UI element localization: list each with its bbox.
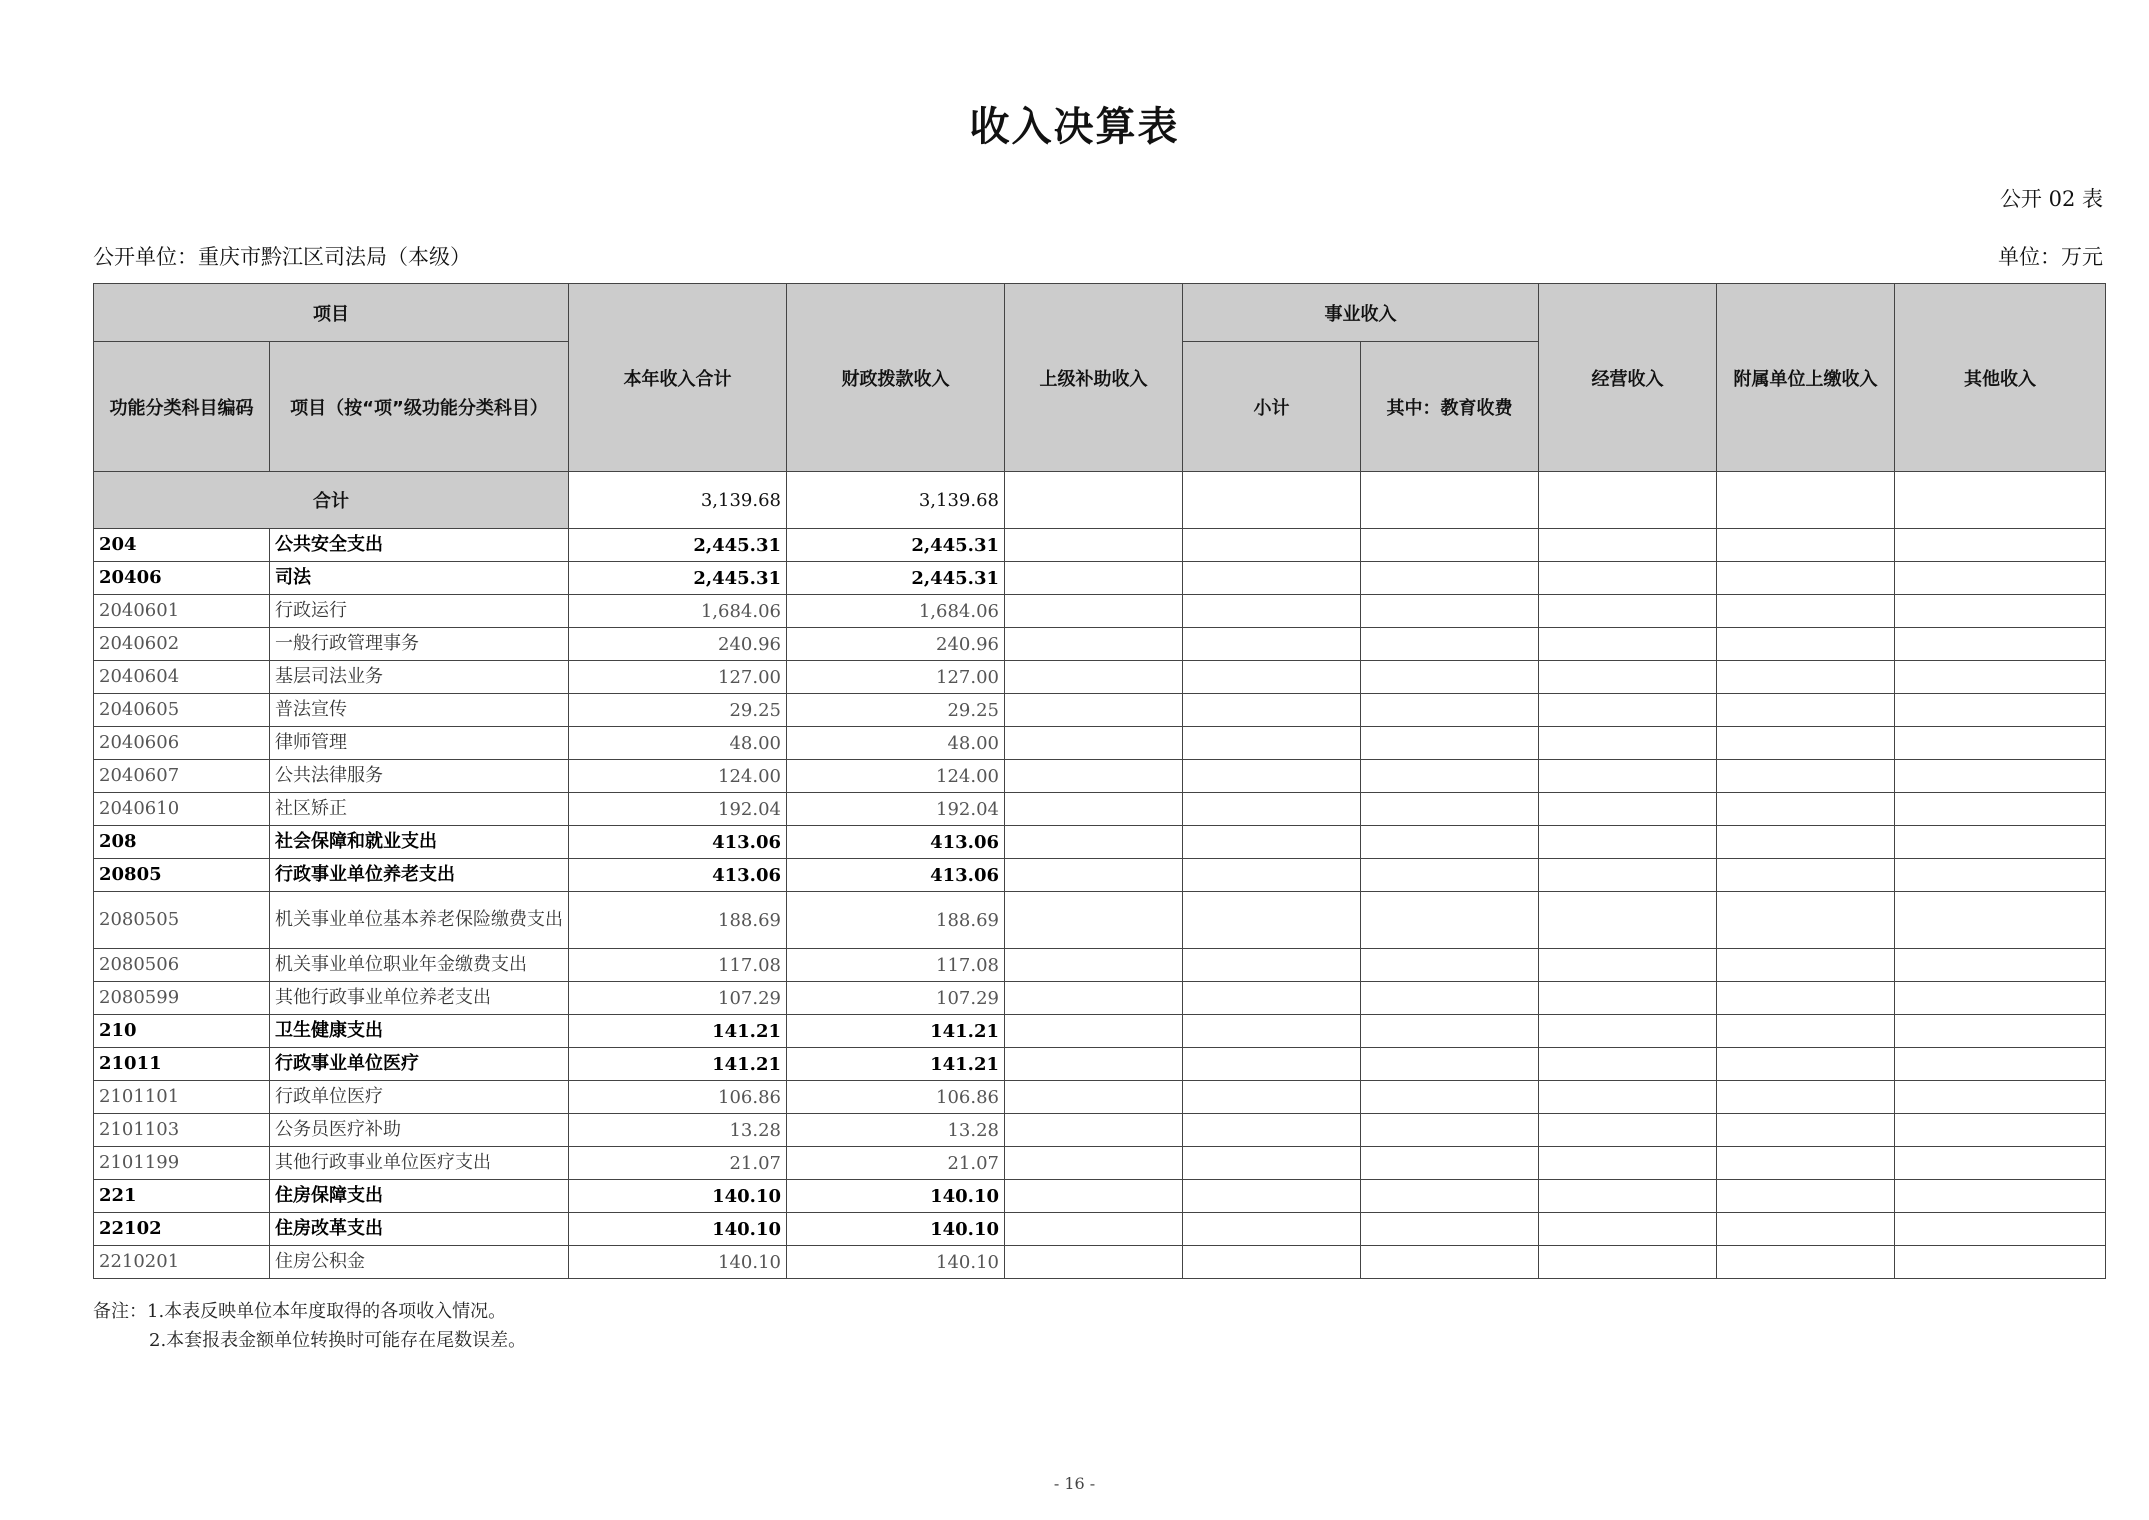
table-row <box>94 529 2106 562</box>
reporting-unit: 公开单位：重庆市黔江区司法局（本级） <box>93 245 471 269</box>
cell-empty <box>1717 760 1895 793</box>
header-operating: 经营收入 <box>1539 284 1717 472</box>
total-row <box>94 472 2106 529</box>
cell-empty <box>1895 694 2106 727</box>
cell-empty <box>1539 859 1717 892</box>
cell-name: 基层司法业务 <box>270 661 569 694</box>
cell-empty <box>1717 949 1895 982</box>
cell-empty <box>1539 529 1717 562</box>
cell-code: 221 <box>94 1180 270 1213</box>
income-table <box>93 283 2106 1279</box>
cell-empty <box>1539 1246 1717 1279</box>
cell-name: 普法宣传 <box>270 694 569 727</box>
cell-empty <box>1005 826 1183 859</box>
cell-total: 107.29 <box>569 982 787 1015</box>
cell-empty <box>1539 628 1717 661</box>
table-row <box>94 826 2106 859</box>
cell-code: 2080505 <box>94 892 270 949</box>
total-label: 合计 <box>94 472 569 529</box>
cell-empty <box>1717 826 1895 859</box>
cell-name: 公共法律服务 <box>270 760 569 793</box>
cell-empty <box>1895 949 2106 982</box>
cell-empty <box>1895 628 2106 661</box>
cell-total: 13.28 <box>569 1114 787 1147</box>
cell-name: 其他行政事业单位医疗支出 <box>270 1147 569 1180</box>
cell-empty <box>1361 595 1539 628</box>
cell-code: 20406 <box>94 562 270 595</box>
cell-code: 21011 <box>94 1048 270 1081</box>
cell-empty <box>1717 982 1895 1015</box>
cell-name: 行政事业单位养老支出 <box>270 859 569 892</box>
header-code: 功能分类科目编码 <box>94 342 270 472</box>
header-other: 其他收入 <box>1895 284 2106 472</box>
cell-total: 2,445.31 <box>569 562 787 595</box>
cell-empty <box>1361 859 1539 892</box>
cell-code: 2040604 <box>94 661 270 694</box>
table-row <box>94 628 2106 661</box>
cell-name: 司法 <box>270 562 569 595</box>
cell-empty <box>1539 661 1717 694</box>
table-row <box>94 859 2106 892</box>
cell-total: 413.06 <box>569 859 787 892</box>
cell-empty <box>1895 1246 2106 1279</box>
cell-empty <box>1005 1015 1183 1048</box>
header-education: 其中：教育收费 <box>1361 342 1539 472</box>
cell-empty <box>1005 727 1183 760</box>
cell-empty <box>1183 760 1361 793</box>
header-superior: 上级补助收入 <box>1005 284 1183 472</box>
cell-name: 行政运行 <box>270 595 569 628</box>
cell-empty <box>1005 1246 1183 1279</box>
cell-empty <box>1183 949 1361 982</box>
cell-empty <box>1539 694 1717 727</box>
cell-empty <box>1717 628 1895 661</box>
cell-code: 2040605 <box>94 694 270 727</box>
cell-empty <box>1005 1081 1183 1114</box>
cell-name: 卫生健康支出 <box>270 1015 569 1048</box>
cell-empty <box>1183 1081 1361 1114</box>
cell-fiscal: 117.08 <box>787 949 1005 982</box>
cell-empty <box>1183 982 1361 1015</box>
cell-empty <box>1183 826 1361 859</box>
cell-code: 2040607 <box>94 760 270 793</box>
cell-name: 公共安全支出 <box>270 529 569 562</box>
cell-empty <box>1895 1180 2106 1213</box>
cell-empty <box>1717 1147 1895 1180</box>
cell-total: 106.86 <box>569 1081 787 1114</box>
cell-empty <box>1717 1048 1895 1081</box>
cell-fiscal: 188.69 <box>787 892 1005 949</box>
cell-fiscal: 29.25 <box>787 694 1005 727</box>
table-row <box>94 1246 2106 1279</box>
cell-empty <box>1183 727 1361 760</box>
cell-empty <box>1717 1180 1895 1213</box>
cell-empty <box>1005 982 1183 1015</box>
total-amount: 3,139.68 <box>569 472 787 529</box>
cell-empty <box>1717 859 1895 892</box>
cell-empty <box>1539 595 1717 628</box>
header-fiscal: 财政拨款收入 <box>787 284 1005 472</box>
cell-code: 2040610 <box>94 793 270 826</box>
cell-empty <box>1895 727 2106 760</box>
cell-empty <box>1717 892 1895 949</box>
cell-empty <box>1539 1180 1717 1213</box>
cell-total: 117.08 <box>569 949 787 982</box>
header-item-group: 项目 <box>94 284 569 342</box>
cell-fiscal: 13.28 <box>787 1114 1005 1147</box>
cell-empty <box>1717 1015 1895 1048</box>
cell-empty <box>1539 760 1717 793</box>
table-row <box>94 661 2106 694</box>
cell-empty <box>1005 628 1183 661</box>
cell-empty <box>1005 949 1183 982</box>
cell-name: 律师管理 <box>270 727 569 760</box>
header-total: 本年收入合计 <box>569 284 787 472</box>
total-fiscal: 3,139.68 <box>787 472 1005 529</box>
cell-total: 413.06 <box>569 826 787 859</box>
cell-code: 2101199 <box>94 1147 270 1180</box>
table-row <box>94 1114 2106 1147</box>
cell-fiscal: 127.00 <box>787 661 1005 694</box>
cell-empty <box>1361 1246 1539 1279</box>
cell-empty <box>1539 1147 1717 1180</box>
cell-code: 2101101 <box>94 1081 270 1114</box>
table-row <box>94 595 2106 628</box>
cell-name: 一般行政管理事务 <box>270 628 569 661</box>
cell-name: 机关事业单位职业年金缴费支出 <box>270 949 569 982</box>
cell-name: 住房改革支出 <box>270 1213 569 1246</box>
cell-fiscal: 192.04 <box>787 793 1005 826</box>
cell-total: 29.25 <box>569 694 787 727</box>
cell-empty <box>1183 529 1361 562</box>
cell-empty <box>1717 529 1895 562</box>
cell-fiscal: 107.29 <box>787 982 1005 1015</box>
page-number: - 16 - <box>1053 1474 1096 1493</box>
currency-unit: 单位：万元 <box>1998 245 2103 269</box>
cell-total: 240.96 <box>569 628 787 661</box>
cell-empty <box>1895 595 2106 628</box>
cell-name: 机关事业单位基本养老保险缴费支出 <box>270 892 569 949</box>
cell-empty <box>1183 595 1361 628</box>
table-row <box>94 949 2106 982</box>
table-row <box>94 1081 2106 1114</box>
cell-empty <box>1895 1147 2106 1180</box>
cell-name: 公务员医疗补助 <box>270 1114 569 1147</box>
form-number: 公开 02 表 <box>1999 187 2103 211</box>
cell-name: 其他行政事业单位养老支出 <box>270 982 569 1015</box>
cell-fiscal: 21.07 <box>787 1147 1005 1180</box>
cell-empty <box>1361 1048 1539 1081</box>
cell-empty <box>1539 793 1717 826</box>
cell-total: 140.10 <box>569 1180 787 1213</box>
cell-fiscal: 1,684.06 <box>787 595 1005 628</box>
cell-total: 188.69 <box>569 892 787 949</box>
table-row <box>94 694 2106 727</box>
cell-empty <box>1361 1213 1539 1246</box>
cell-empty <box>1005 595 1183 628</box>
cell-empty <box>1183 1147 1361 1180</box>
cell-total: 48.00 <box>569 727 787 760</box>
cell-empty <box>1183 1180 1361 1213</box>
cell-empty <box>1361 1081 1539 1114</box>
cell-empty <box>1717 1213 1895 1246</box>
cell-empty <box>1005 1213 1183 1246</box>
note-2: 2.本套报表金额单位转换时可能存在尾数误差。 <box>149 1329 527 1351</box>
cell-empty <box>1183 1015 1361 1048</box>
cell-empty <box>1361 661 1539 694</box>
table-row <box>94 1048 2106 1081</box>
cell-empty <box>1539 1048 1717 1081</box>
cell-code: 210 <box>94 1015 270 1048</box>
cell-empty <box>1717 661 1895 694</box>
cell-code: 2040606 <box>94 727 270 760</box>
cell-empty <box>1717 1246 1895 1279</box>
cell-code: 2101103 <box>94 1114 270 1147</box>
header-name: 项目（按“项”级功能分类科目） <box>270 342 569 472</box>
cell-empty <box>1717 562 1895 595</box>
cell-empty <box>1717 694 1895 727</box>
cell-total: 140.10 <box>569 1246 787 1279</box>
cell-total: 1,684.06 <box>569 595 787 628</box>
cell-empty <box>1895 793 2106 826</box>
cell-fiscal: 140.10 <box>787 1213 1005 1246</box>
cell-empty <box>1539 982 1717 1015</box>
cell-empty <box>1361 982 1539 1015</box>
cell-empty <box>1895 661 2106 694</box>
cell-fiscal: 140.10 <box>787 1246 1005 1279</box>
cell-empty <box>1183 1114 1361 1147</box>
table-row <box>94 793 2106 826</box>
cell-total: 124.00 <box>569 760 787 793</box>
cell-empty <box>1361 892 1539 949</box>
table-row <box>94 1180 2106 1213</box>
cell-empty <box>1361 760 1539 793</box>
cell-code: 20805 <box>94 859 270 892</box>
cell-empty <box>1183 661 1361 694</box>
cell-empty <box>1895 562 2106 595</box>
cell-total: 21.07 <box>569 1147 787 1180</box>
cell-fiscal: 2,445.31 <box>787 529 1005 562</box>
cell-name: 住房保障支出 <box>270 1180 569 1213</box>
cell-empty <box>1895 1015 2106 1048</box>
cell-empty <box>1005 1147 1183 1180</box>
cell-empty <box>1183 793 1361 826</box>
cell-empty <box>1361 1180 1539 1213</box>
table-row <box>94 1015 2106 1048</box>
cell-empty <box>1539 1213 1717 1246</box>
cell-empty <box>1539 826 1717 859</box>
cell-name: 行政单位医疗 <box>270 1081 569 1114</box>
cell-empty <box>1717 793 1895 826</box>
cell-empty <box>1717 595 1895 628</box>
cell-empty <box>1361 793 1539 826</box>
cell-empty <box>1183 1048 1361 1081</box>
cell-fiscal: 2,445.31 <box>787 562 1005 595</box>
cell-empty <box>1539 727 1717 760</box>
table-row <box>94 1147 2106 1180</box>
cell-empty <box>1361 949 1539 982</box>
cell-total: 2,445.31 <box>569 529 787 562</box>
cell-empty <box>1005 1180 1183 1213</box>
cell-total: 141.21 <box>569 1048 787 1081</box>
cell-code: 2080599 <box>94 982 270 1015</box>
cell-name: 社区矫正 <box>270 793 569 826</box>
note-1: 备注：1.本表反映单位本年度取得的各项收入情况。 <box>93 1301 507 1322</box>
page-title: 收入决算表 <box>969 104 1180 150</box>
header-business-group: 事业收入 <box>1183 284 1539 342</box>
cell-empty <box>1717 1114 1895 1147</box>
table-row <box>94 982 2106 1015</box>
cell-code: 208 <box>94 826 270 859</box>
cell-empty <box>1539 892 1717 949</box>
cell-fiscal: 413.06 <box>787 826 1005 859</box>
table-row <box>94 1213 2106 1246</box>
cell-empty <box>1183 628 1361 661</box>
header-affiliated: 附属单位上缴收入 <box>1717 284 1895 472</box>
cell-empty <box>1361 529 1539 562</box>
cell-code: 2210201 <box>94 1246 270 1279</box>
cell-fiscal: 240.96 <box>787 628 1005 661</box>
cell-name: 社会保障和就业支出 <box>270 826 569 859</box>
cell-empty <box>1895 982 2106 1015</box>
cell-total: 141.21 <box>569 1015 787 1048</box>
cell-fiscal: 48.00 <box>787 727 1005 760</box>
cell-name: 行政事业单位医疗 <box>270 1048 569 1081</box>
cell-empty <box>1361 1015 1539 1048</box>
cell-fiscal: 141.21 <box>787 1048 1005 1081</box>
table-row <box>94 892 2106 949</box>
cell-empty <box>1005 793 1183 826</box>
cell-empty <box>1005 760 1183 793</box>
cell-empty <box>1895 529 2106 562</box>
table-row <box>94 727 2106 760</box>
cell-empty <box>1361 562 1539 595</box>
cell-code: 204 <box>94 529 270 562</box>
cell-empty <box>1895 826 2106 859</box>
cell-fiscal: 140.10 <box>787 1180 1005 1213</box>
cell-empty <box>1895 760 2106 793</box>
cell-empty <box>1183 1246 1361 1279</box>
table-row <box>94 760 2106 793</box>
cell-empty <box>1361 826 1539 859</box>
cell-fiscal: 124.00 <box>787 760 1005 793</box>
cell-empty <box>1539 1081 1717 1114</box>
cell-empty <box>1895 1081 2106 1114</box>
cell-empty <box>1717 1081 1895 1114</box>
cell-empty <box>1361 727 1539 760</box>
notes <box>93 1298 526 1356</box>
cell-empty <box>1361 1114 1539 1147</box>
cell-empty <box>1539 562 1717 595</box>
cell-empty <box>1005 859 1183 892</box>
cell-code: 2040602 <box>94 628 270 661</box>
table-row <box>94 562 2106 595</box>
cell-empty <box>1361 694 1539 727</box>
cell-empty <box>1895 1048 2106 1081</box>
cell-empty <box>1183 892 1361 949</box>
cell-empty <box>1005 562 1183 595</box>
cell-empty <box>1539 1114 1717 1147</box>
cell-name: 住房公积金 <box>270 1246 569 1279</box>
cell-empty <box>1005 661 1183 694</box>
header-subtotal: 小计 <box>1183 342 1361 472</box>
cell-empty <box>1895 859 2106 892</box>
cell-empty <box>1005 1114 1183 1147</box>
cell-empty <box>1539 1015 1717 1048</box>
cell-fiscal: 413.06 <box>787 859 1005 892</box>
cell-fiscal: 106.86 <box>787 1081 1005 1114</box>
cell-empty <box>1183 1213 1361 1246</box>
cell-code: 22102 <box>94 1213 270 1246</box>
cell-empty <box>1005 892 1183 949</box>
cell-empty <box>1895 1213 2106 1246</box>
cell-empty <box>1361 628 1539 661</box>
cell-empty <box>1005 1048 1183 1081</box>
cell-empty <box>1183 694 1361 727</box>
cell-empty <box>1361 1147 1539 1180</box>
cell-empty <box>1183 562 1361 595</box>
cell-fiscal: 141.21 <box>787 1015 1005 1048</box>
cell-total: 140.10 <box>569 1213 787 1246</box>
cell-empty <box>1895 892 2106 949</box>
cell-total: 192.04 <box>569 793 787 826</box>
cell-empty <box>1539 949 1717 982</box>
cell-empty <box>1005 694 1183 727</box>
cell-empty <box>1183 859 1361 892</box>
cell-code: 2080506 <box>94 949 270 982</box>
cell-total: 127.00 <box>569 661 787 694</box>
cell-empty <box>1717 727 1895 760</box>
cell-empty <box>1895 1114 2106 1147</box>
cell-empty <box>1005 529 1183 562</box>
cell-code: 2040601 <box>94 595 270 628</box>
